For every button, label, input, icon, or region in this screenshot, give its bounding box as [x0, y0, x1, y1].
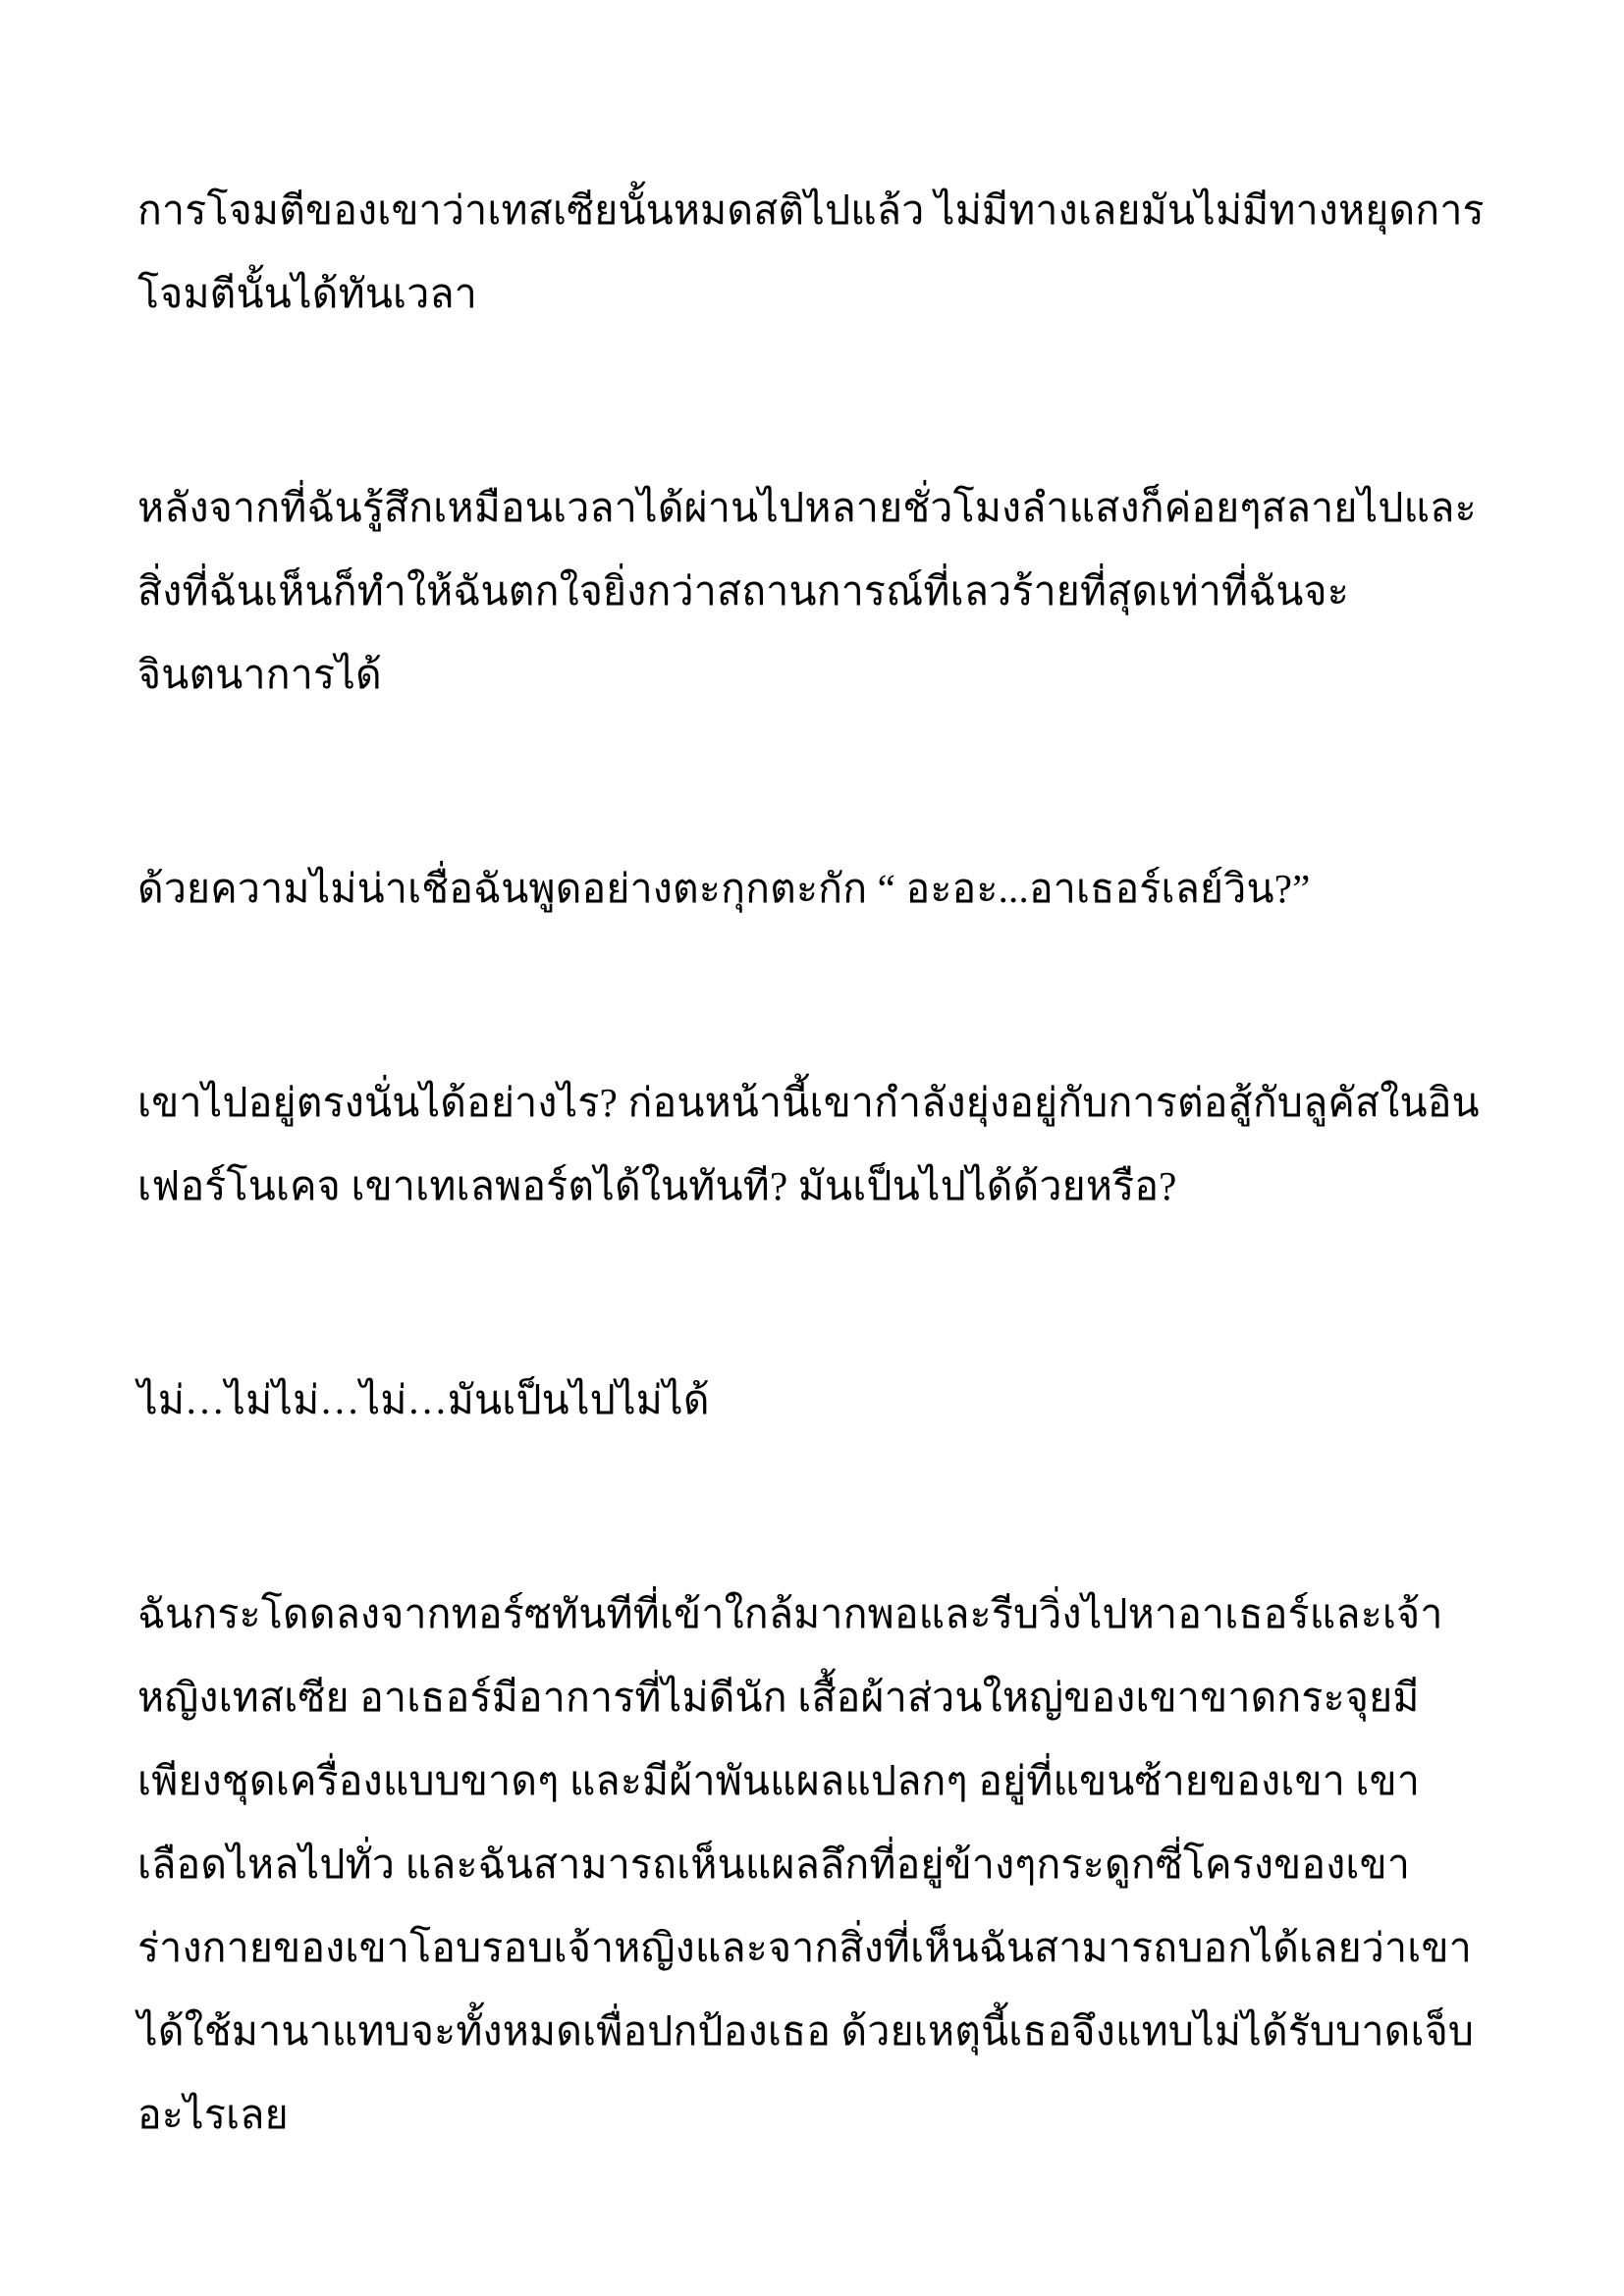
paragraph-2: หลังจากที่ฉันรู้สึกเหมือนเวลาได้ผ่านไปหลายชั่วโมงลำแสงก็ค่อยๆสลายไปและสิ่งที่ฉันเห็นก็ทำให้ฉันตกใจยิ่งกว่าสถานการณ์ที่เลวร้ายที่สุดเท่าที่ฉันจะจินตนาการได้ [137, 485, 1477, 697]
paragraph-3-dialogue: ด้วยความไม่น่าเชื่อฉันพูดอย่างตะกุกตะกัก “ อะอะ...อาเธอร์เลย์วิน?” [137, 866, 1311, 911]
paragraph-6: ฉันกระโดดลงจากทอร์ซทันทีที่เข้าใกล้มากพอและรีบวิ่งไปหาอาเธอร์และเจ้าหญิงเทสเซีย อาเธอร์มีอาการที่ไม่ดีนัก เสื้อผ้าส่วนใหญ่ของเขาขาดกระจุยมีเพียงชุดเครื่องแบบขาดๆ และมีผ้าพันแผลแปลกๆ อยู่ที่แขนซ้ายของเขา เขาเลือดไหลไปทั่ว และฉันสามารถเห็นแผลลึกที่อยู่ข้างๆกระดูกซี่โครงของเขา ร่างกายของเขาโอบรอบเจ้าหญิงและจากสิ่งที่เห็นฉันสามารถบอกได้เลยว่าเขาได้ใช้มานาแทบจะทั้งหมดเพื่อปกป้องเธอ ด้วยเหตุนี้เธอจึงแทบไม่ได้รับบาดเจ็บอะไรเลย [137, 1591, 1475, 2137]
paragraph-1: การโจมตีของเขาว่าเทสเซียนั้นหมดสติไปแล้ว ไม่มีทางเลยมันไม่มีทางหยุดการโจมตีนั้นได้ทันเวลา [137, 187, 1485, 316]
paragraph-5: ไม่…ไม่ไม่…ไม่…มันเป็นไปไม่ได้ [137, 1377, 710, 1422]
paragraph-4: เขาไปอยู่ตรงนั่นได้อย่างไร? ก่อนหน้านี้เขากำลังยุ่งอยู่กับการต่อสู้กับลูคัสในอินเฟอร์โนเคจ เขาเทเลพอร์ตได้ในทันที? มันเป็นไปได้ด้วยหรือ? [137, 1080, 1480, 1208]
